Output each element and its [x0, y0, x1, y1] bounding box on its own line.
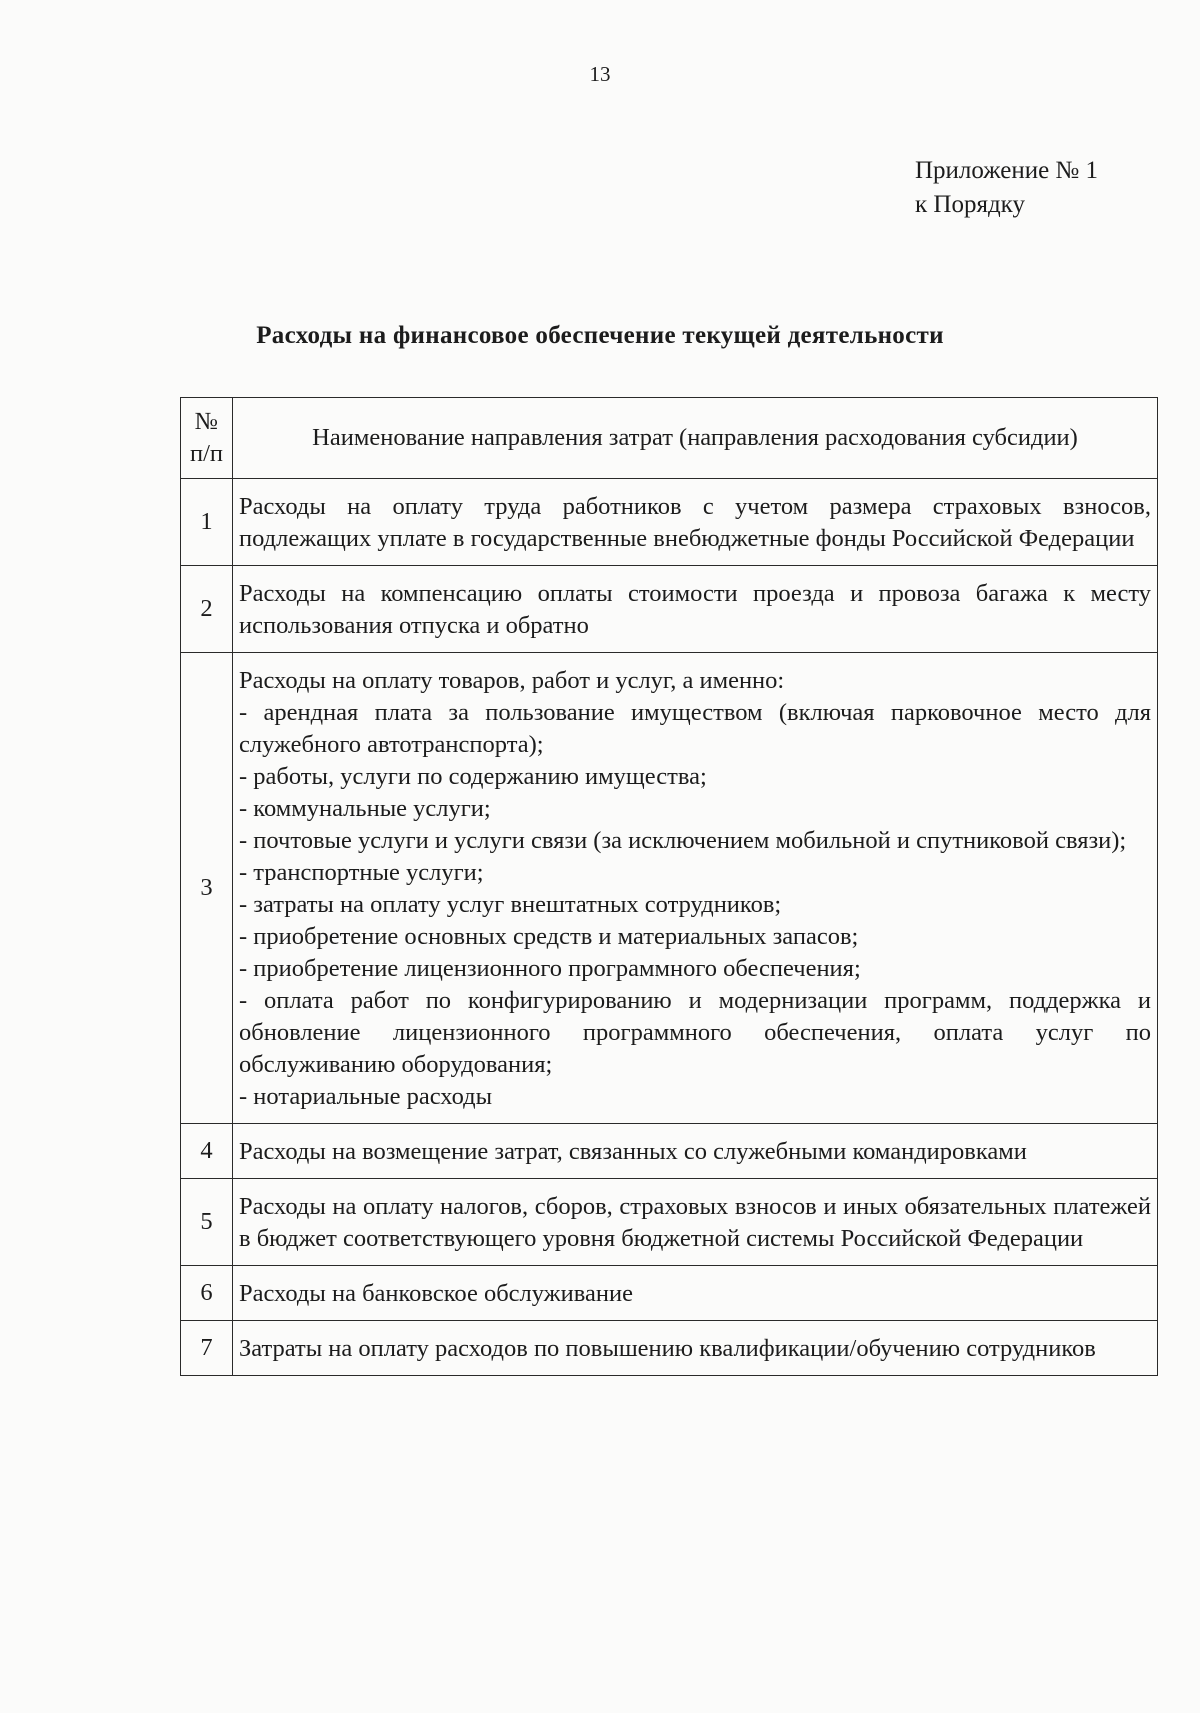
table-row [181, 1179, 1158, 1266]
table-row [181, 653, 1158, 1124]
list-item: - оплата работ по конфигурированию и модернизации программ, поддержка и обновление лицензионного программного обеспечения, оплата услуг по обслуживанию оборудования; [239, 987, 1151, 1078]
row-description: Расходы на банковское обслуживание [233, 1266, 1158, 1321]
document-title: Расходы на финансовое обеспечение текущей деятельности [256, 322, 944, 349]
table-row [181, 1266, 1158, 1321]
header-number-abbr: п/п [189, 440, 224, 467]
row-description-list [233, 653, 1158, 1124]
row-description: Расходы на возмещение затрат, связанных со служебными командировками [233, 1124, 1158, 1179]
header-description: Наименование направления затрат (направления расходования субсидии) [233, 398, 1158, 479]
list-item: - коммунальные услуги; [239, 795, 491, 822]
row-number: 6 [181, 1266, 233, 1321]
appendix-reference [915, 154, 1098, 222]
expenses-table [180, 397, 1158, 1376]
appendix-target: к Порядку [915, 191, 1025, 218]
page-number: 13 [589, 62, 611, 86]
table-row [181, 1124, 1158, 1179]
list-item: - работы, услуги по содержанию имущества; [239, 763, 707, 790]
list-intro: Расходы на оплату товаров, работ и услуг, а именно: [239, 667, 785, 694]
list-item: - приобретение лицензионного программного обеспечения; [239, 955, 861, 982]
row-number: 4 [181, 1124, 233, 1179]
table-header-row [181, 398, 1158, 479]
row-number: 2 [181, 566, 233, 653]
list-item: - почтовые услуги и услуги связи (за исключением мобильной и спутниковой связи); [239, 827, 1127, 854]
list-item: - затраты на оплату услуг внештатных сотрудников; [239, 891, 782, 918]
list-item: - нотариальные расходы [239, 1083, 493, 1110]
row-description: Расходы на оплату налогов, сборов, страховых взносов и иных обязательных платежей в бюджет соответствующего уровня бюджетной системы Российской Федерации [233, 1179, 1158, 1266]
row-description: Затраты на оплату расходов по повышению квалификации/обучению сотрудников [233, 1321, 1158, 1376]
table-row [181, 1321, 1158, 1376]
appendix-number: Приложение № 1 [915, 157, 1099, 184]
list-item: - приобретение основных средств и материальных запасов; [239, 923, 859, 950]
table-row [181, 566, 1158, 653]
header-number [181, 398, 233, 479]
row-number: 1 [181, 479, 233, 566]
row-description: Расходы на компенсацию оплаты стоимости проезда и провоза багажа к месту использования отпуска и обратно [233, 566, 1158, 653]
row-number: 3 [181, 653, 233, 1124]
list-item: - арендная плата за пользование имуществом (включая парковочное место для служебного автотранспорта); [239, 699, 1151, 758]
row-number: 5 [181, 1179, 233, 1266]
row-number: 7 [181, 1321, 233, 1376]
row-description: Расходы на оплату труда работников с учетом размера страховых взносов, подлежащих уплате в государственные внебюджетные фонды Российской Федерации [233, 479, 1158, 566]
list-item: - транспортные услуги; [239, 859, 484, 886]
header-number-symbol: № [194, 408, 219, 435]
table-row [181, 479, 1158, 566]
